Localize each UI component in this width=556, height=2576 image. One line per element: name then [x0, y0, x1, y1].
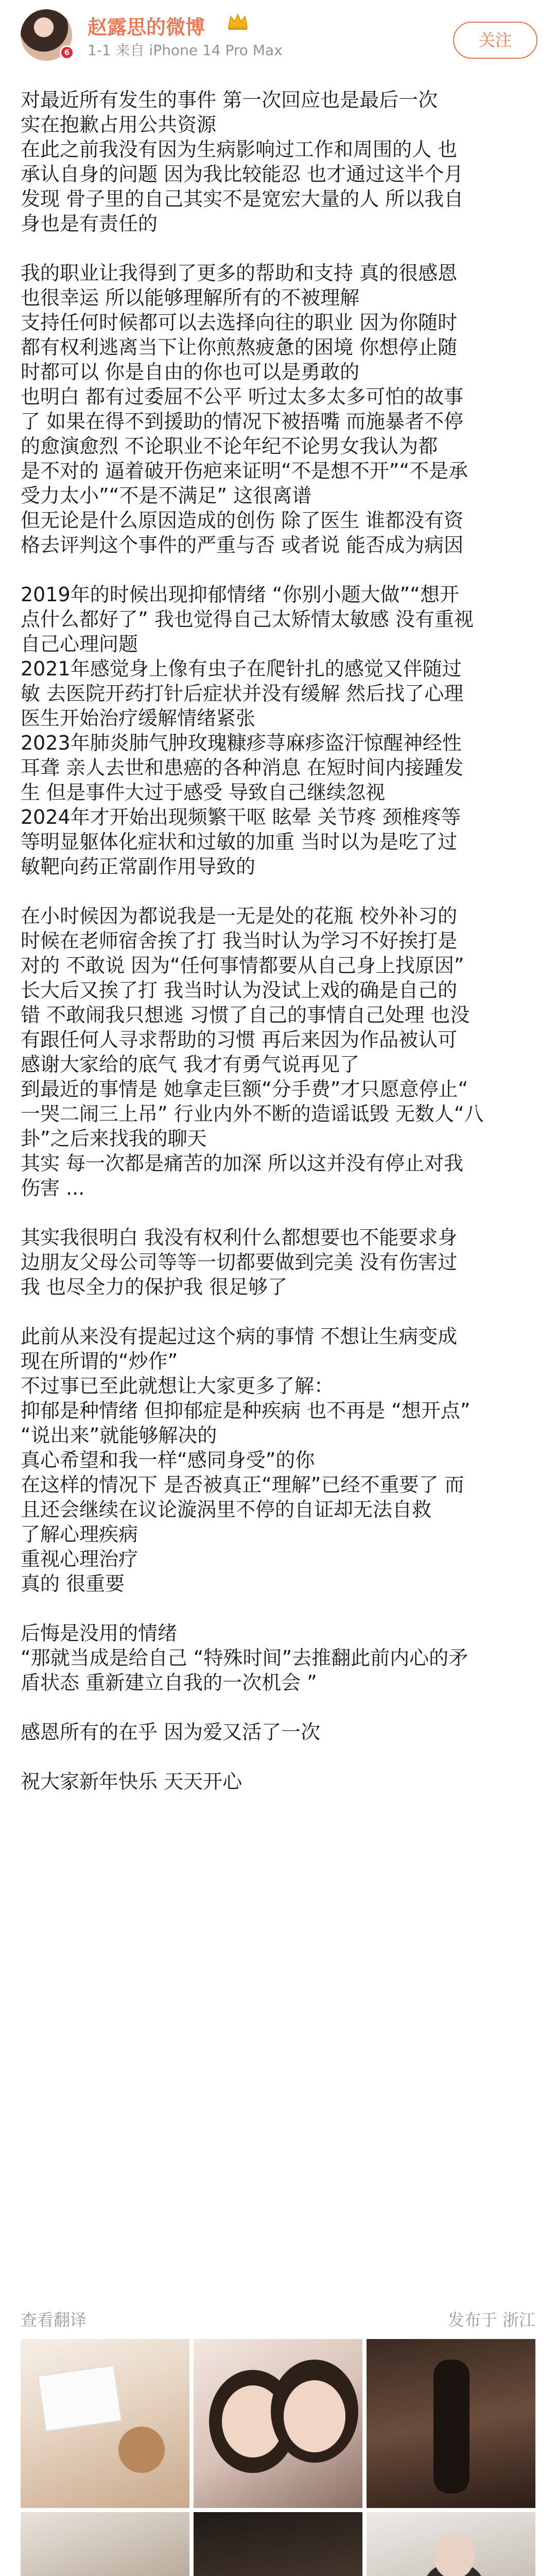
post-header: [0, 0, 556, 62]
photo-1[interactable]: [21, 2339, 189, 2508]
post-paragraph: 我的职业让我得到了更多的帮助和支持 真的很感恩 也很幸运 所以能够理解所有的不被理解 支持任何时候都可以去选择向往的职业 因为你随时 都有权利逃离当下让你煎熬疲惫的困境 你想停止随 时都可以 你是自由的你也可以是勇敢的 也明白 都有过委屈不公平 听过太多太多可怕的故事 了 如果在得不到援助的情况下被捂嘴 而施暴者不停 的愈演愈烈 不论职业不论年纪不论男女我认为都 是不对的 逼着破开伤疤来证明“不是想不开”“不是承 受力太小”“不是不满足” 这很离谱 但无论是什么原因造成的创伤 除了医生 谁都没有资 格去评判这个事件的严重与否 或者说 能否成为病因: [21, 262, 468, 556]
photo-6[interactable]: [367, 2512, 535, 2576]
post-paragraph: 感恩所有的在乎 因为爱又活了一次: [21, 1721, 321, 1743]
username[interactable]: 赵露思的微博: [88, 16, 205, 39]
photo-4[interactable]: [21, 2512, 189, 2576]
crown-icon: [227, 12, 249, 31]
post-footer-row: [21, 2307, 535, 2328]
post-paragraph: 此前从来没有提起过这个病的事情 不想让生病变成 现在所谓的“炒作” 不过事已至此就想让大家更多了解： 抑郁是种情绪 但抑郁症是种疾病 也不再是 “想开点” “说出来”就能够解决的 真心希望和我一样“感同身受”的你 在这样的情况下 是否被真正“理解”已经不重要了 而 且还会继续在议论漩涡里不停的自证却无法自救 了解心理疾病 重视心理治疗 真的 很重要: [21, 1325, 471, 1595]
post-meta: 1-1 来自 iPhone 14 Pro Max: [88, 42, 283, 59]
post-location: 发布于 浙江: [447, 2310, 535, 2330]
post-body: [21, 88, 541, 1794]
photo-3[interactable]: [367, 2339, 535, 2508]
follow-button[interactable]: 关注: [453, 22, 537, 59]
photo-5[interactable]: [194, 2512, 362, 2576]
photo-2[interactable]: [194, 2339, 362, 2508]
translate-link[interactable]: 查看翻译: [21, 2310, 87, 2330]
post-paragraph: 祝大家新年快乐 天天开心: [21, 1770, 242, 1793]
post-paragraph: 其实我很明白 我没有权利什么都想要也不能要求身 边朋友父母公司等等一切都要做到完美 没有伤害过 我 也尽全力的保护我 很足够了: [21, 1226, 458, 1298]
post-paragraph: 对最近所有发生的事件 第一次回应也是最后一次 实在抱歉占用公共资源 在此之前我没有因为生病影响过工作和周围的人 也 承认自身的问题 因为我比较能忍 也才通过这半个月 发现 骨子里的自己其实不是宽宏大量的人 所以我自 身也是有责任的: [21, 89, 464, 235]
post-paragraph: 在小时候因为都说我是一无是处的花瓶 校外补习的 时候在老师宿舍挨了打 我当时认为学习不好挨打是 对的 不敢说 因为“任何事情都要从自己身上找原因” 长大后又挨了打 我当时认为没试上戏的确是自己的 错 不敢闹我只想逃 习惯了自己的事情自己处理 也没 有跟任何人寻求帮助的习惯 再后来因为作品被认可 感谢大家给的底气 我才有勇气说再见了 到最近的事情是 她拿走巨额“分手费”才只愿意停止“ 一哭二闹三上吊” 行业内外不断的造谣诋毁 无数人“八 卦”之后来找我的聊天 其实 每一次都是痛苦的加深 所以这并没有停止对我 伤害 ...: [21, 905, 484, 1199]
vip-badge-icon: 6: [60, 45, 74, 60]
post-paragraph: 后悔是没用的情绪 “那就当成是给自己 “特殊时间”去推翻此前内心的矛 盾状态 重新建立自我的一次机会 ”: [21, 1622, 468, 1694]
post-paragraph: 2019年的时候出现抑郁情绪 “你别小题大做”“想开 点什么都好了” 我也觉得自己太矫情太敏感 没有重视 自己心理问题 2021年感觉身上像有虫子在爬针扎的感觉又伴随过 敏 去医院开药打针后症状并没有缓解 然后找了心理 医生开始治疗缓解情绪紧张 2023年肺炎肺气肿玫瑰糠疹荨麻疹盗汗惊醒神经性 耳聋 亲人去世和患癌的各种消息 在短时间内接踵发 生 但是事件大过于感受 导致自己继续忽视 2024年才开始出现频繁干呕 眩晕 关节疼 颈椎疼等 等明显躯体化症状和过敏的加重 当时以为是吃了过 敏靶向药正常副作用导致的: [21, 583, 474, 878]
